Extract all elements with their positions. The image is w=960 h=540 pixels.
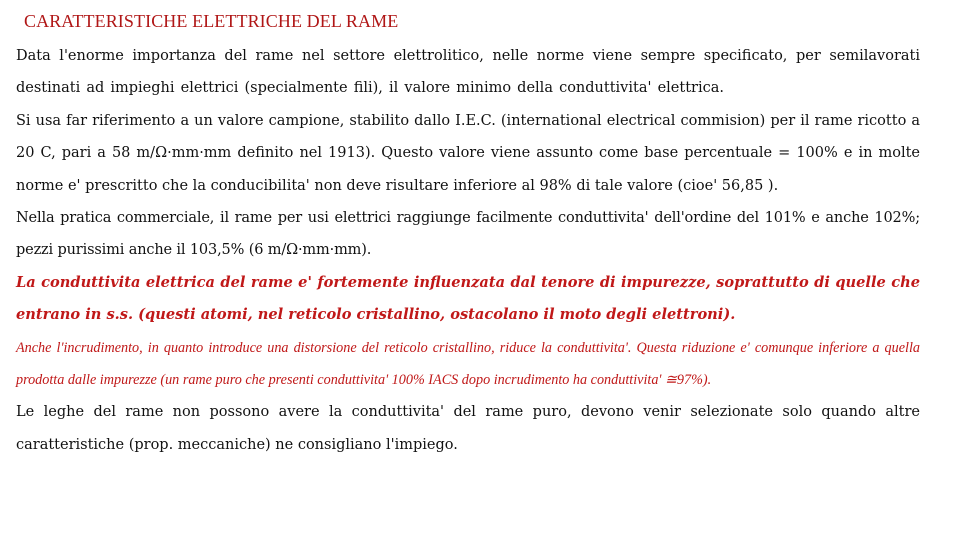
- paragraph-impurities: La conduttivita elettrica del rame e' fortemente influenzata dal tenore di impurezze, soprattutto di quelle che entrano in s.s. (questi atomi, nel reticolo cristallino, ostacolano il moto degli elettroni).: [16, 273, 920, 324]
- paragraph-importance: Data l'enorme importanza del rame nel settore elettrolitico, nelle norme viene sempre specificato, per semilavorati destinati ad impieghi elettrici (specialmente fili), il valore minimo della conduttivita' elettrica.: [16, 48, 920, 97]
- slide-body: [16, 40, 920, 461]
- paragraph-commercial-practice: Nella pratica commerciale, il rame per usi elettrici raggiunge facilmente conduttivita' dell'ordine del 101% e anche 102%; pezzi purissimi anche il 103,5% (6 m/Ω·mm·mm).: [16, 210, 920, 259]
- paragraph-alloys: Le leghe del rame non possono avere la conduttivita' del rame puro, devono venir selezionate solo quando altre caratteristiche (prop. meccaniche) ne consigliano l'impiego.: [16, 404, 920, 453]
- paragraph-work-hardening: Anche l'incrudimento, in quanto introduce una distorsione del reticolo cristallino, riduce la conduttivita'. Questa riduzione e' comunque inferiore a quella prodotta dalle impurezze (un rame puro che presenti conduttivita' 100% IACS dopo incrudimento ha conduttivita' ≅97%).: [16, 339, 920, 389]
- paragraph-iec-reference: Si usa far riferimento a un valore campione, stabilito dallo I.E.C. (international electrical commision) per il rame ricotto a 20 C, pari a 58 m/Ω·mm·mm definito nel 1913). Questo valore viene assunto come base percentuale = 100% e in molte norme e' prescritto che la conducibilita' non deve risultare inferiore al 98% di tale valore (cioe' 56,85 ).: [16, 112, 920, 194]
- slide-title: CARATTERISTICHE ELETTRICHE DEL RAME: [24, 11, 399, 31]
